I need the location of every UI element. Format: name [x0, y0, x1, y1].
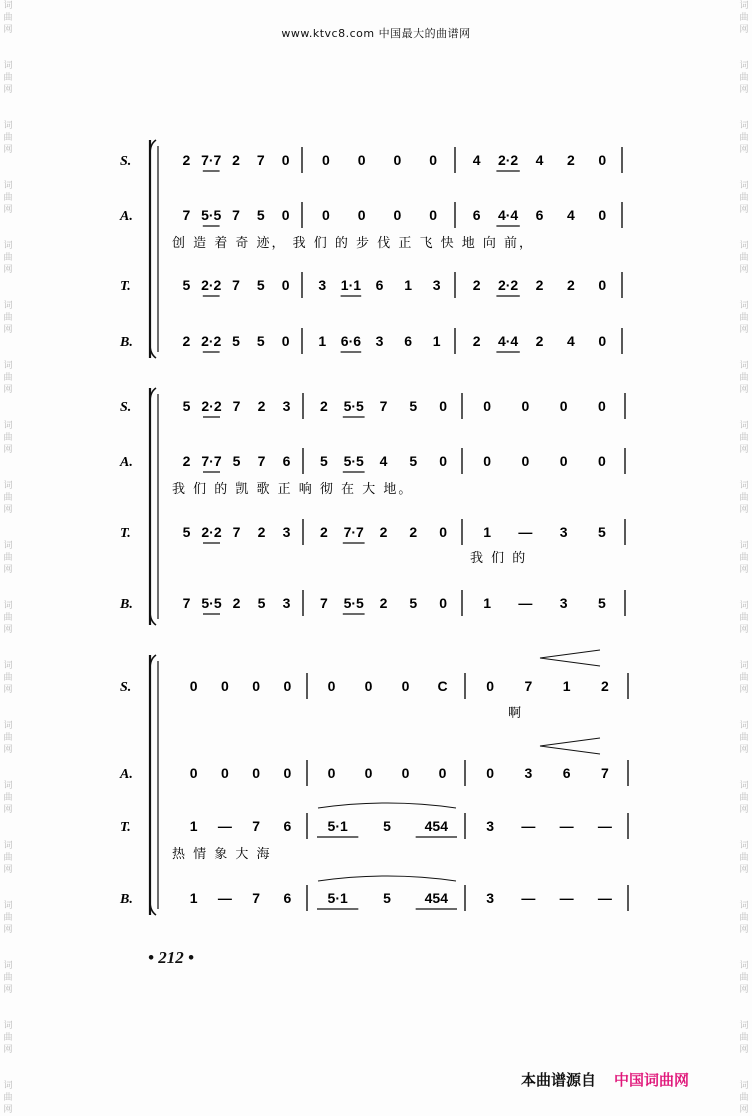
watermark-left: 词 曲 网 词 曲 网 词 曲 网 词 曲 网 词 曲 网 词 曲 网 词 曲 网 词 曲 网 词 曲 网 词 曲 网 词 曲 网 词 曲 网 词 曲 网 词 曲 网 词 曲 网 词 曲 网 词 曲 网 词 曲 网 词 曲 网: [3, 1, 13, 1115]
note: 2: [232, 152, 240, 168]
note: 0: [357, 152, 366, 168]
note: —: [597, 890, 612, 906]
note: 454: [424, 818, 449, 834]
note: 5: [182, 398, 191, 414]
note: 0: [327, 765, 336, 781]
note: 0: [189, 765, 198, 781]
note: 5: [320, 453, 328, 469]
note: 1: [189, 818, 198, 834]
note: 6: [535, 207, 544, 223]
voice-label: B.: [120, 597, 133, 612]
note: 0: [483, 453, 492, 469]
note: 0: [283, 678, 292, 694]
header-url: www.ktvc8.com 中国最大的曲谱网: [281, 27, 471, 40]
note: 5: [256, 333, 265, 349]
lyric-line: 啊: [508, 706, 524, 721]
note: 7: [379, 398, 388, 414]
note: 5: [232, 333, 240, 349]
note: 2·2: [201, 333, 222, 349]
note: 2: [600, 678, 609, 694]
voice-label: S.: [120, 154, 132, 169]
note: 0: [429, 207, 438, 223]
note: 7: [257, 453, 266, 469]
note: 2: [379, 524, 388, 540]
note: 0: [321, 152, 330, 168]
note: 0: [439, 398, 447, 414]
note: 7: [600, 765, 609, 781]
note: 5·5: [343, 595, 364, 611]
note: 5: [383, 890, 391, 906]
note: 2: [535, 277, 544, 293]
slur: [318, 803, 456, 808]
note: 2: [320, 524, 328, 540]
note: 5: [232, 453, 241, 469]
note: 5: [256, 207, 265, 223]
note: —: [559, 818, 574, 834]
note: 4: [535, 152, 544, 168]
note: 0: [483, 398, 492, 414]
note: 5: [409, 453, 418, 469]
note: —: [518, 524, 533, 540]
note: 2: [567, 277, 575, 293]
voice-label: A.: [120, 209, 133, 224]
note: 2: [409, 524, 418, 540]
note: 6: [472, 207, 481, 223]
note: —: [521, 890, 536, 906]
note: 7·7: [343, 524, 364, 540]
note: 6: [562, 765, 571, 781]
note: 0: [401, 678, 410, 694]
note: 7: [232, 277, 240, 293]
note: 0: [401, 765, 410, 781]
voice-label: B.: [120, 892, 133, 907]
crescendo-hairpin: [540, 650, 600, 666]
voice-label: A.: [120, 767, 133, 782]
note: 7: [232, 207, 240, 223]
note: 0: [252, 678, 261, 694]
note: 7: [256, 152, 265, 168]
note: 3: [486, 890, 495, 906]
lyric-line: 热 情 象 大 海: [172, 847, 272, 862]
lyric-line: 我 们 的: [470, 551, 528, 566]
note: 0: [281, 333, 290, 349]
note: 0: [393, 152, 402, 168]
note: 0: [597, 398, 606, 414]
note: 5: [409, 398, 418, 414]
note: 2: [257, 524, 266, 540]
note: 0: [521, 453, 530, 469]
note: C: [437, 678, 448, 694]
note: 3: [559, 524, 568, 540]
note: 2: [567, 152, 575, 168]
note: 2: [257, 398, 266, 414]
slur: [318, 876, 456, 881]
note: 2: [320, 398, 328, 414]
note: 0: [364, 765, 373, 781]
note: 4: [567, 333, 575, 349]
note: 7: [320, 595, 328, 611]
note: —: [597, 818, 612, 834]
note: 7: [252, 818, 261, 834]
voice-label: T.: [120, 526, 131, 541]
note: 7: [524, 678, 533, 694]
note: 2: [182, 152, 191, 168]
voice-label: T.: [120, 820, 131, 835]
note: 0: [439, 524, 447, 540]
note: 1: [483, 595, 492, 611]
note: 3: [524, 765, 533, 781]
note: 5: [409, 595, 418, 611]
note: 5: [383, 818, 391, 834]
page-number: • 212 •: [148, 948, 194, 967]
note: 6·6: [340, 333, 362, 349]
credit-prefix: 本曲谱源自: [521, 1071, 597, 1089]
note: 2·2: [201, 277, 222, 293]
note: —: [217, 890, 232, 906]
note: 5: [257, 595, 266, 611]
note: 0: [283, 765, 292, 781]
note: 3: [318, 277, 327, 293]
note: 0: [364, 678, 373, 694]
note: 0: [439, 595, 447, 611]
note: 1: [432, 333, 441, 349]
note: 0: [220, 678, 229, 694]
note: 0: [281, 207, 290, 223]
lyric-line: 我 们 的 凯 歌 正 响 彻 在 大 地。: [172, 482, 414, 497]
note: 0: [357, 207, 366, 223]
note: 6: [283, 818, 292, 834]
note: 0: [252, 765, 261, 781]
note: 4: [379, 453, 388, 469]
note: 6: [404, 333, 412, 349]
credit-line: [521, 1069, 689, 1090]
note: 0: [521, 398, 530, 414]
note: 7·7: [201, 152, 222, 168]
note: 7: [252, 890, 261, 906]
note: 1: [189, 890, 198, 906]
note: —: [521, 818, 536, 834]
note: 4: [472, 152, 481, 168]
note: 0: [429, 152, 438, 168]
note: 7: [232, 524, 241, 540]
note: 0: [598, 277, 607, 293]
note: 0: [559, 398, 568, 414]
note: 0: [486, 765, 495, 781]
note: 1·1: [340, 277, 362, 293]
note: 0: [598, 207, 607, 223]
credit-site: 中国词曲网: [614, 1071, 690, 1089]
note: 5: [256, 277, 265, 293]
note: 3: [375, 333, 384, 349]
note: 3: [486, 818, 495, 834]
note: 0: [598, 152, 607, 168]
note: 0: [281, 277, 290, 293]
note: 1: [562, 678, 571, 694]
note: 454: [424, 890, 449, 906]
note: 0: [281, 152, 290, 168]
note: 2: [182, 333, 191, 349]
note: 2·2: [201, 524, 222, 540]
note: 3: [282, 595, 291, 611]
note: 0: [559, 453, 568, 469]
voice-label: T.: [120, 279, 131, 294]
note: 2: [232, 595, 241, 611]
note: 3: [282, 398, 291, 414]
note: 4·4: [497, 333, 519, 349]
note: 4·4: [497, 207, 519, 223]
note: 0: [597, 453, 606, 469]
note: 2: [472, 277, 481, 293]
note: 5·5: [343, 398, 364, 414]
note: 5·1: [327, 890, 348, 906]
note: 2: [535, 333, 544, 349]
note: 3: [432, 277, 441, 293]
note: 0: [439, 453, 447, 469]
lyric-line: 创 造 着 奇 迹， 我 们 的 步 伐 正 飞 快 地 向 前，: [172, 236, 534, 251]
note: 2·2: [201, 398, 222, 414]
note: 2: [182, 453, 191, 469]
note: 7·7: [201, 453, 222, 469]
note: 0: [393, 207, 402, 223]
voice-label: S.: [120, 400, 132, 415]
note: —: [559, 890, 574, 906]
note: 2: [472, 333, 481, 349]
note: 0: [327, 678, 336, 694]
note: 5: [182, 277, 191, 293]
note: 5·5: [201, 207, 222, 223]
note: 7: [182, 207, 191, 223]
note: 7: [232, 398, 241, 414]
watermark-right: 词 曲 网 词 曲 网 词 曲 网 词 曲 网 词 曲 网 词 曲 网 词 曲 网 词 曲 网 词 曲 网 词 曲 网 词 曲 网 词 曲 网 词 曲 网 词 曲 网 词 曲 网 词 曲 网 词 曲 网 词 曲 网 词 曲 网: [739, 1, 749, 1115]
note: 5: [597, 524, 606, 540]
note: 1: [483, 524, 492, 540]
note: 1: [404, 277, 412, 293]
note: 3: [282, 524, 291, 540]
note: 0: [438, 765, 447, 781]
voice-label: A.: [120, 455, 133, 470]
crescendo-hairpin: [540, 738, 600, 754]
note: 5·5: [201, 595, 222, 611]
note: 5·5: [343, 453, 364, 469]
voice-label: B.: [120, 335, 133, 350]
note: 5·1: [327, 818, 348, 834]
note: 0: [321, 207, 330, 223]
voice-label: S.: [120, 680, 132, 695]
note: 6: [282, 453, 291, 469]
note: 0: [598, 333, 607, 349]
note: 5: [182, 524, 191, 540]
note: 2·2: [497, 277, 519, 293]
note: —: [217, 818, 232, 834]
note: —: [518, 595, 533, 611]
note: 0: [486, 678, 495, 694]
note: 5: [597, 595, 606, 611]
note: 0: [189, 678, 198, 694]
note: 4: [567, 207, 575, 223]
note: 2: [379, 595, 388, 611]
note: 6: [283, 890, 292, 906]
note: 6: [375, 277, 384, 293]
note: 2·2: [497, 152, 519, 168]
note: 7: [182, 595, 191, 611]
note: 1: [318, 333, 327, 349]
note: 0: [220, 765, 229, 781]
note: 3: [559, 595, 568, 611]
